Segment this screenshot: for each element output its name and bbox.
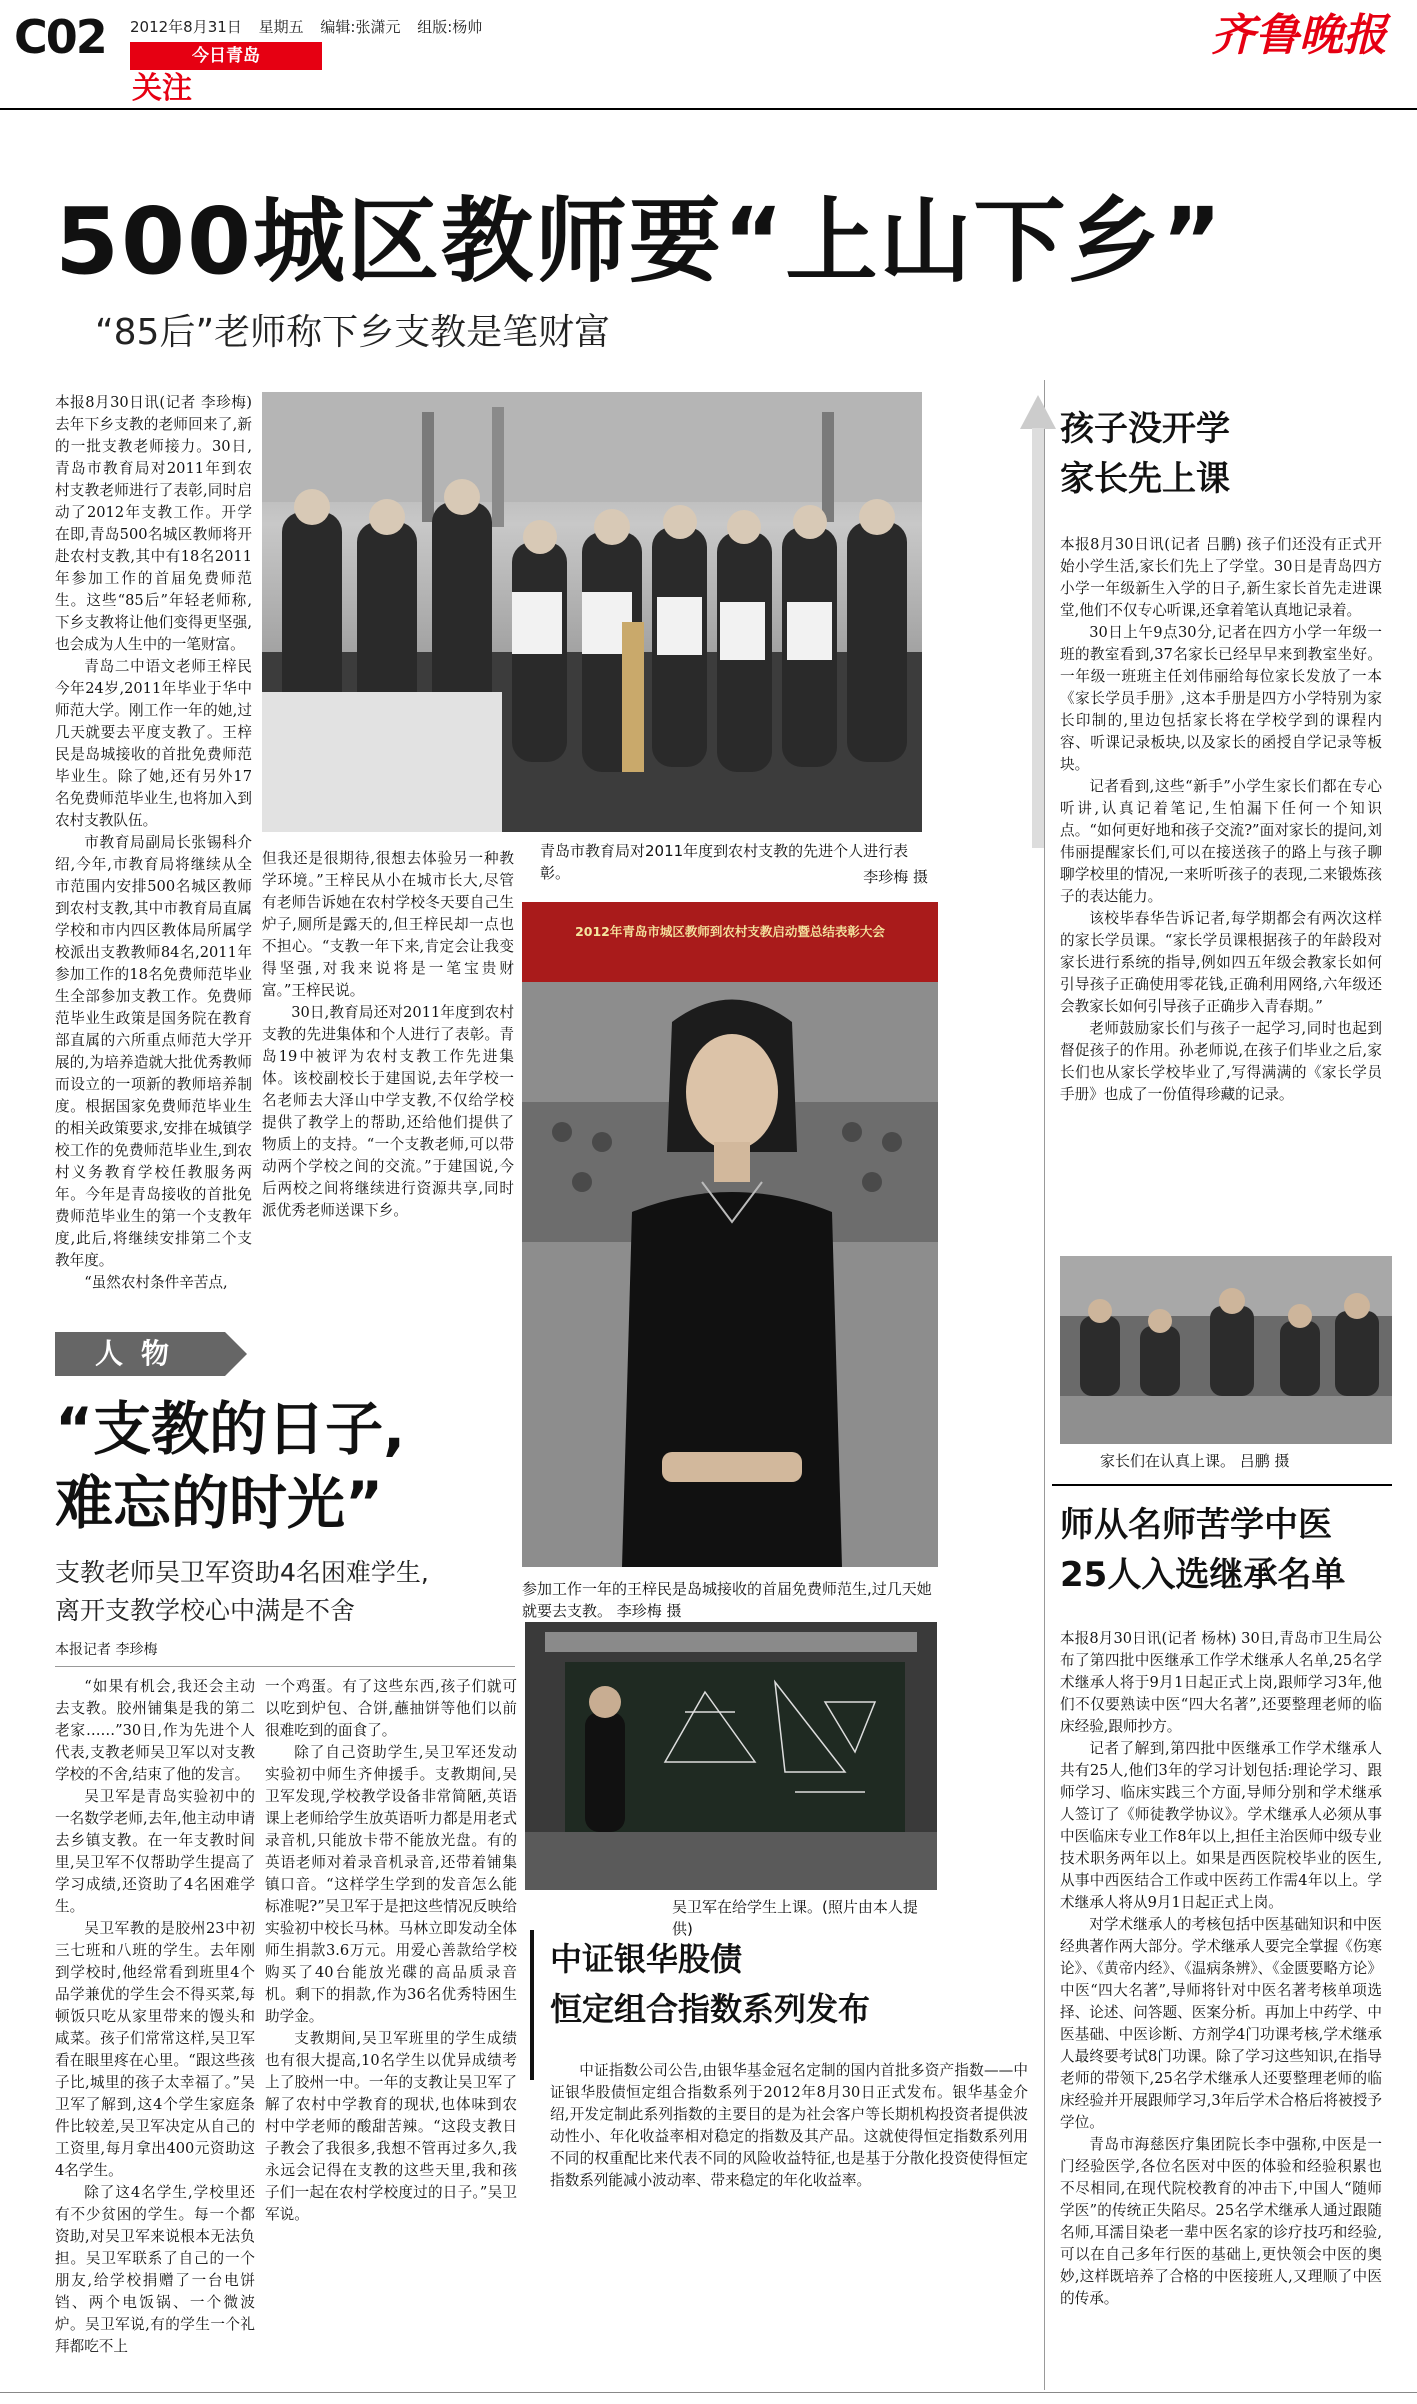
parents-class-photo <box>1060 1256 1392 1444</box>
paragraph: 除了这4名学生,学校里还有不少贫困的学生。每一个都资助,对吴卫军来说根本无法负担。吴卫军联系了自己的一个朋友,给学校捐赠了一台电饼铛、两个电饭锅、一个微波炉。吴卫军说,有的学生一个礼拜都吃不上 <box>55 2184 255 2355</box>
photo2-banner-text: 2012年青岛市城区教师到农村支教启动暨总结表彰大会 <box>575 924 885 939</box>
paragraph: 本报8月30日讯(记者 吕鹏) 孩子们还没有正式开始小学生活,家长们先上了学堂。30日是青岛四方小学一年级新生入学的日子,新生家长首先走进课堂,他们不仅专心听课,还拿着笔认真地记录着。 <box>1060 536 1382 619</box>
paragraph: 中证指数公司公告,由银华基金冠名定制的国内首批多资产指数——中证银华股债恒定组合指数系列于2012年8月30日正式发布。银华基金介绍,开发定制此系列指数的主要目的是为社会客户等长期机构投资者提供波动性小、年化收益率相对稳定的指数及其产品。这就使得恒定指数系列用不同的权重配比来代表不同的风险收益特征,也是基于分散化投资使得恒定指数系列能减小波动率、带来稳定的年化收益率。 <box>550 2062 1028 2189</box>
paragraph: 30日,教育局还对2011年度到农村支教的先进集体和个人进行了表彰。青岛19中被评为农村支教工作先进集体。该校副校长于建国说,去年学校一名老师去大泽山中学支教,不仅给学校提供了教学上的帮助,还给他们提供了物质上的支持。“一个支教老师,可以带动两个学校之间的交流。”于建国说,今后两校之间将继续进行资源共享,同时派优秀老师送课下乡。 <box>262 1004 514 1219</box>
parents-class-illustration <box>1060 1256 1392 1444</box>
paragraph: 但我还是很期待,很想去体验另一种教学环境。”王梓民从小在城市长大,尽管有老师告诉她在农村学校冬天要自己生炉子,厕所是露天的,但王梓民却一点也不担心。“支教一年下来,肯定会让我变得坚强,对我来说将是一笔宝贵财富。”王梓民说。 <box>262 850 514 999</box>
paragraph: 支教期间,吴卫军班里的学生成绩也有很大提高,10名学生以优异成绩考上了胶州一中。一年的支教让吴卫军了解了农村中学教育的现状,也体味到农村中学老师的酸甜苦辣。“这段支教日子教会了我很多,我想不管再过多久,我永远会记得在支教的这些天里,我和孩子们一起在农村学校度过的日子。”吴卫军说。 <box>265 2030 517 2223</box>
feature-title-line: “支教的日子, <box>55 1395 406 1463</box>
main-subheadline: “85后”老师称下乡支教是笔财富 <box>95 312 611 353</box>
story3-accent-bar <box>530 1930 534 2080</box>
teacher-portrait-photo <box>522 902 938 1567</box>
photo1-credit: 李珍梅 摄 <box>863 868 928 886</box>
arrow-stem <box>1032 428 1044 848</box>
paragraph: “如果有机会,我还会主动去支教。胶州铺集是我的第二老家……”30日,作为先进个人代表,支教老师吴卫军以对支教学校的不舍,结束了他的发言。 <box>55 1678 255 1783</box>
paragraph: 30日上午9点30分,记者在四方小学一年级一班的教室看到,37名家长已经早早来到教室坐好。一年级一班班主任刘伟丽给每位家长发放了一本《家长学员手册》,这本手册是四方小学特别为家长印制的,里边包括家长将在学校学到的课程内容、听课记录板块,以及家长的函授自学记录等板块。 <box>1060 624 1382 773</box>
story3-body <box>550 2060 1028 2380</box>
story1-title-line: 孩子没开学 <box>1060 409 1230 449</box>
portrait-illustration <box>522 982 938 1567</box>
header-rule <box>0 108 1417 110</box>
story1-body <box>1060 534 1382 1254</box>
paragraph: 本报8月30日讯(记者 杨林) 30日,青岛市卫生局公布了第四批中医继承工作学术继承人名单,25名学术继承人将于9月1日起正式上岗,跟师学习3年,他们不仅要熟读中医“四大名著”,还要整理老师的临床经验,跟师抄方。 <box>1060 1630 1382 1735</box>
paragraph: “虽然农村条件辛苦点, <box>84 1274 228 1291</box>
section-tag: 今日青岛 <box>130 42 322 70</box>
story2-title-line: 师从名师苦学中医 <box>1060 1505 1332 1545</box>
main-column-2 <box>262 848 514 1310</box>
story2-body <box>1060 1628 1382 2384</box>
editor-credit: 编辑:张潇元 <box>320 18 401 36</box>
paragraph: 记者了解到,第四批中医继承工作学术继承人共有25人,他们3年的学习计划包括:理论学习、跟师学习、临床实践三个方面,导师分别和学术继承人签订了《师徒教学协议》。学术继承人必须从事中医临床专业工作8年以上,担任主治医师中级专业技术职务两年以上。如果是西医院校毕业的医生,从事中西医结合工作或中医药工作需4年以上。学术继承人将从9月1日起正式上岗。 <box>1060 1740 1382 1911</box>
paragraph: 对学术继承人的考核包括中医基础知识和中医经典著作两大部分。学术继承人要完全掌握《伤寒论》、《黄帝内经》、《温病条辨》、《金匮要略方论》中医“四大名著”,导师将针对中医名著考核单项选择、论述、问答题、医案分析。再加上中药学、中医基础、中医诊断、方剂学4门功课考核,学术继承人最终要考试8门功课。除了学习这些知识,在指导老师的带领下,25名学术继承人还要整理老师的临床经验并开展跟师学习,3年后学术合格后将被授予学位。 <box>1060 1916 1382 2131</box>
paragraph: 记者看到,这些“新手”小学生家长们都在专心听讲,认真记着笔记,生怕漏下任何一个知识点。“如何更好地和孩子交流?”面对家长的提问,刘伟丽提醒家长们,可以在接送孩子的路上与孩子聊聊学校里的情况,一来听听孩子的表现,二来锻炼孩子的表达能力。 <box>1060 778 1382 905</box>
main-column-1 <box>55 392 252 1328</box>
feature-column-2 <box>265 1676 517 2380</box>
issue-weekday: 星期五 <box>258 18 304 36</box>
footer-rule <box>0 2392 1417 2393</box>
header-meta <box>130 20 494 35</box>
story2-title <box>1060 1500 1390 1600</box>
tag-arrow-icon <box>225 1332 247 1376</box>
feature-subtitle-line: 离开支教学校心中满是不舍 <box>55 1596 356 1625</box>
ceremony-illustration <box>262 392 922 832</box>
feature-subtitle-line: 支教老师吴卫军资助4名困难学生, <box>55 1558 429 1587</box>
classroom-illustration <box>525 1622 937 1890</box>
feature-title <box>55 1392 515 1540</box>
issue-date: 2012年8月31日 <box>130 18 242 36</box>
feature-title-line: 难忘的时光” <box>55 1469 384 1537</box>
section-title: 关注 <box>132 71 192 106</box>
story3-title <box>550 1934 1020 2034</box>
paragraph: 该校毕春华告诉记者,每学期都会有两次这样的家长学员课。“家长学员课根据孩子的年龄段对家长进行系统的指导,例如四五年级会教家长如何引导孩子正确使用零花钱,正确利用网络,六年级还会教家长如何引导孩子正确步入青春期。” <box>1060 910 1382 1015</box>
story1-photo-caption: 家长们在认真上课。 吕鹏 摄 <box>1100 1452 1290 1470</box>
classroom-photo <box>525 1622 937 1890</box>
paragraph: 老师鼓励家长们与孩子一起学习,同时也起到督促孩子的作用。孙老师说,在孩子们毕业之后,家长们也从家长学校毕业了,写得满满的《家长学员手册》也成了一份值得珍藏的记录。 <box>1060 1020 1382 1103</box>
feature-column-1 <box>55 1676 255 2380</box>
paragraph: 一个鸡蛋。有了这些东西,孩子们就可以吃到炉包、合饼,蘸抽饼等他们以前很难吃到的面食了。 <box>265 1678 517 1739</box>
photo3-caption: 吴卫军在给学生上课。(照片由本人提供) <box>672 1898 918 1938</box>
award-ceremony-photo <box>262 392 922 832</box>
story3-title-line: 恒定组合指数系列发布 <box>550 1990 871 2028</box>
paragraph: 市教育局副局长张锡科介绍,今年,市教育局将继续从全市范围内安排500名城区教师到农村支教,其中市教育局直属学校和市内四区教体局所属学校派出支教教师84名,2011年参加工作的18名免费师范毕业生全部参加支教工作。免费师范毕业生政策是国务院在教育部直属的六所重点师范大学开展的,为培养造就大批优秀教师而设立的一项新的教师培养制度。根据国家免费师范毕业生的相关政策要求,安排在城镇学校工作的免费师范毕业生,到农村义务教育学校任教服务两年。今年是青岛接收的首批免费师范毕业生的第一个支教年度,此后,将继续安排第二个支教年度。 <box>55 834 252 1269</box>
paragraph: 除了自己资助学生,吴卫军还发动实验初中师生齐伸援手。支教期间,吴卫军发现,学校教学设备非常简陋,英语课上老师给学生放英语听力都是用老式录音机,只能放卡带不能放光盘。有的英语老师对着录音机录音,还带着铺集镇口音。“这样学生学到的发音怎么能标准呢?”吴卫军于是把这些情况反映给实验初中校长马林。马林立即发动全体师生捐款3.6万元。用爱心善款给学校购买了40台能放光碟的高品质录音机。剩下的捐款,作为36名优秀特困生助学金。 <box>265 1744 517 2025</box>
designer-credit: 组版:杨帅 <box>417 18 483 36</box>
sidebar-divider <box>1044 380 1045 2390</box>
feature-byline: 本报记者 李珍梅 <box>55 1642 158 1658</box>
page-code: C02 <box>14 10 106 64</box>
story1-title-line: 家长先上课 <box>1060 459 1230 499</box>
feature-tag: 人物 <box>55 1332 225 1376</box>
arrow-up-icon <box>1020 395 1056 429</box>
story2-title-line: 25人入选继承名单 <box>1060 1555 1346 1595</box>
story1-title <box>1060 404 1390 504</box>
paragraph: 吴卫军教的是胶州23中初三七班和八班的学生。去年刚到学校时,他经常看到班里4个品学兼优的学生会不得买菜,每顿饭只吃从家里带来的馒头和咸菜。孩子们常常这样,吴卫军看在眼里疼在心里。“跟这些孩子比,城里的孩子太幸福了。”吴卫军了解到,这4个学生家庭条件比较差,吴卫军决定从自己的工资里,每月拿出400元资助这4名学生。 <box>55 1920 255 2179</box>
feature-rule <box>55 1666 515 1667</box>
feature-subtitle <box>55 1554 515 1630</box>
story3-title-line: 中证银华股债 <box>550 1940 743 1978</box>
newspaper-logo: 齐鲁晚报 <box>1211 10 1387 61</box>
paragraph: 青岛市海慈医疗集团院长李中强称,中医是一门经验医学,各位名医对中医的体验和经验积累也不尽相同,在现代院校教育的冲击下,中国人“随师学医”的传统正失陷尽。25名学术继承人通过跟随名师,耳濡目染老一辈中医名家的诊疗技巧和经验,可以在自己多年行医的基础上,更快领会中医的奥妙,这样既培养了合格的中医接班人,又理顺了中医的传承。 <box>1060 2136 1382 2307</box>
photo2-caption: 参加工作一年的王梓民是岛城接收的首届免费师范生,过几天她就要去支教。 李珍梅 摄 <box>522 1580 932 1620</box>
story2-rule <box>1052 1484 1392 1486</box>
photo1-caption: 青岛市教育局对2011年度到农村支教的先进个人进行表彰。 <box>540 842 909 882</box>
paragraph: 吴卫军是青岛实验初中的一名数学老师,去年,他主动申请去乡镇支教。在一年支教时间里,吴卫军不仅帮助学生提高了学习成绩,还资助了4名困难学生。 <box>55 1788 255 1915</box>
paragraph: 本报8月30日讯(记者 李珍梅) 去年下乡支教的老师回来了,新的一批支教老师接力。30日,青岛市教育局对2011年到农村支教老师进行了表彰,同时启动了2012年支教工作。开学在即,青岛500名城区教师将开赴农村支教,其中有18名2011年参加工作的首届免费师范生。这些“85后”年轻老师称,下乡支教将让他们变得更坚强,也会成为人生中的一笔财富。 <box>55 394 252 653</box>
main-headline: 500城区教师要“上山下乡” <box>55 188 1224 295</box>
paragraph: 青岛二中语文老师王梓民今年24岁,2011年毕业于华中师范大学。刚工作一年的她,过几天就要去平度支教了。王梓民是岛城接收的首批免费师范毕业生。除了她,还有另外17名免费师范毕业生,也将加入到农村支教队伍。 <box>55 658 252 829</box>
